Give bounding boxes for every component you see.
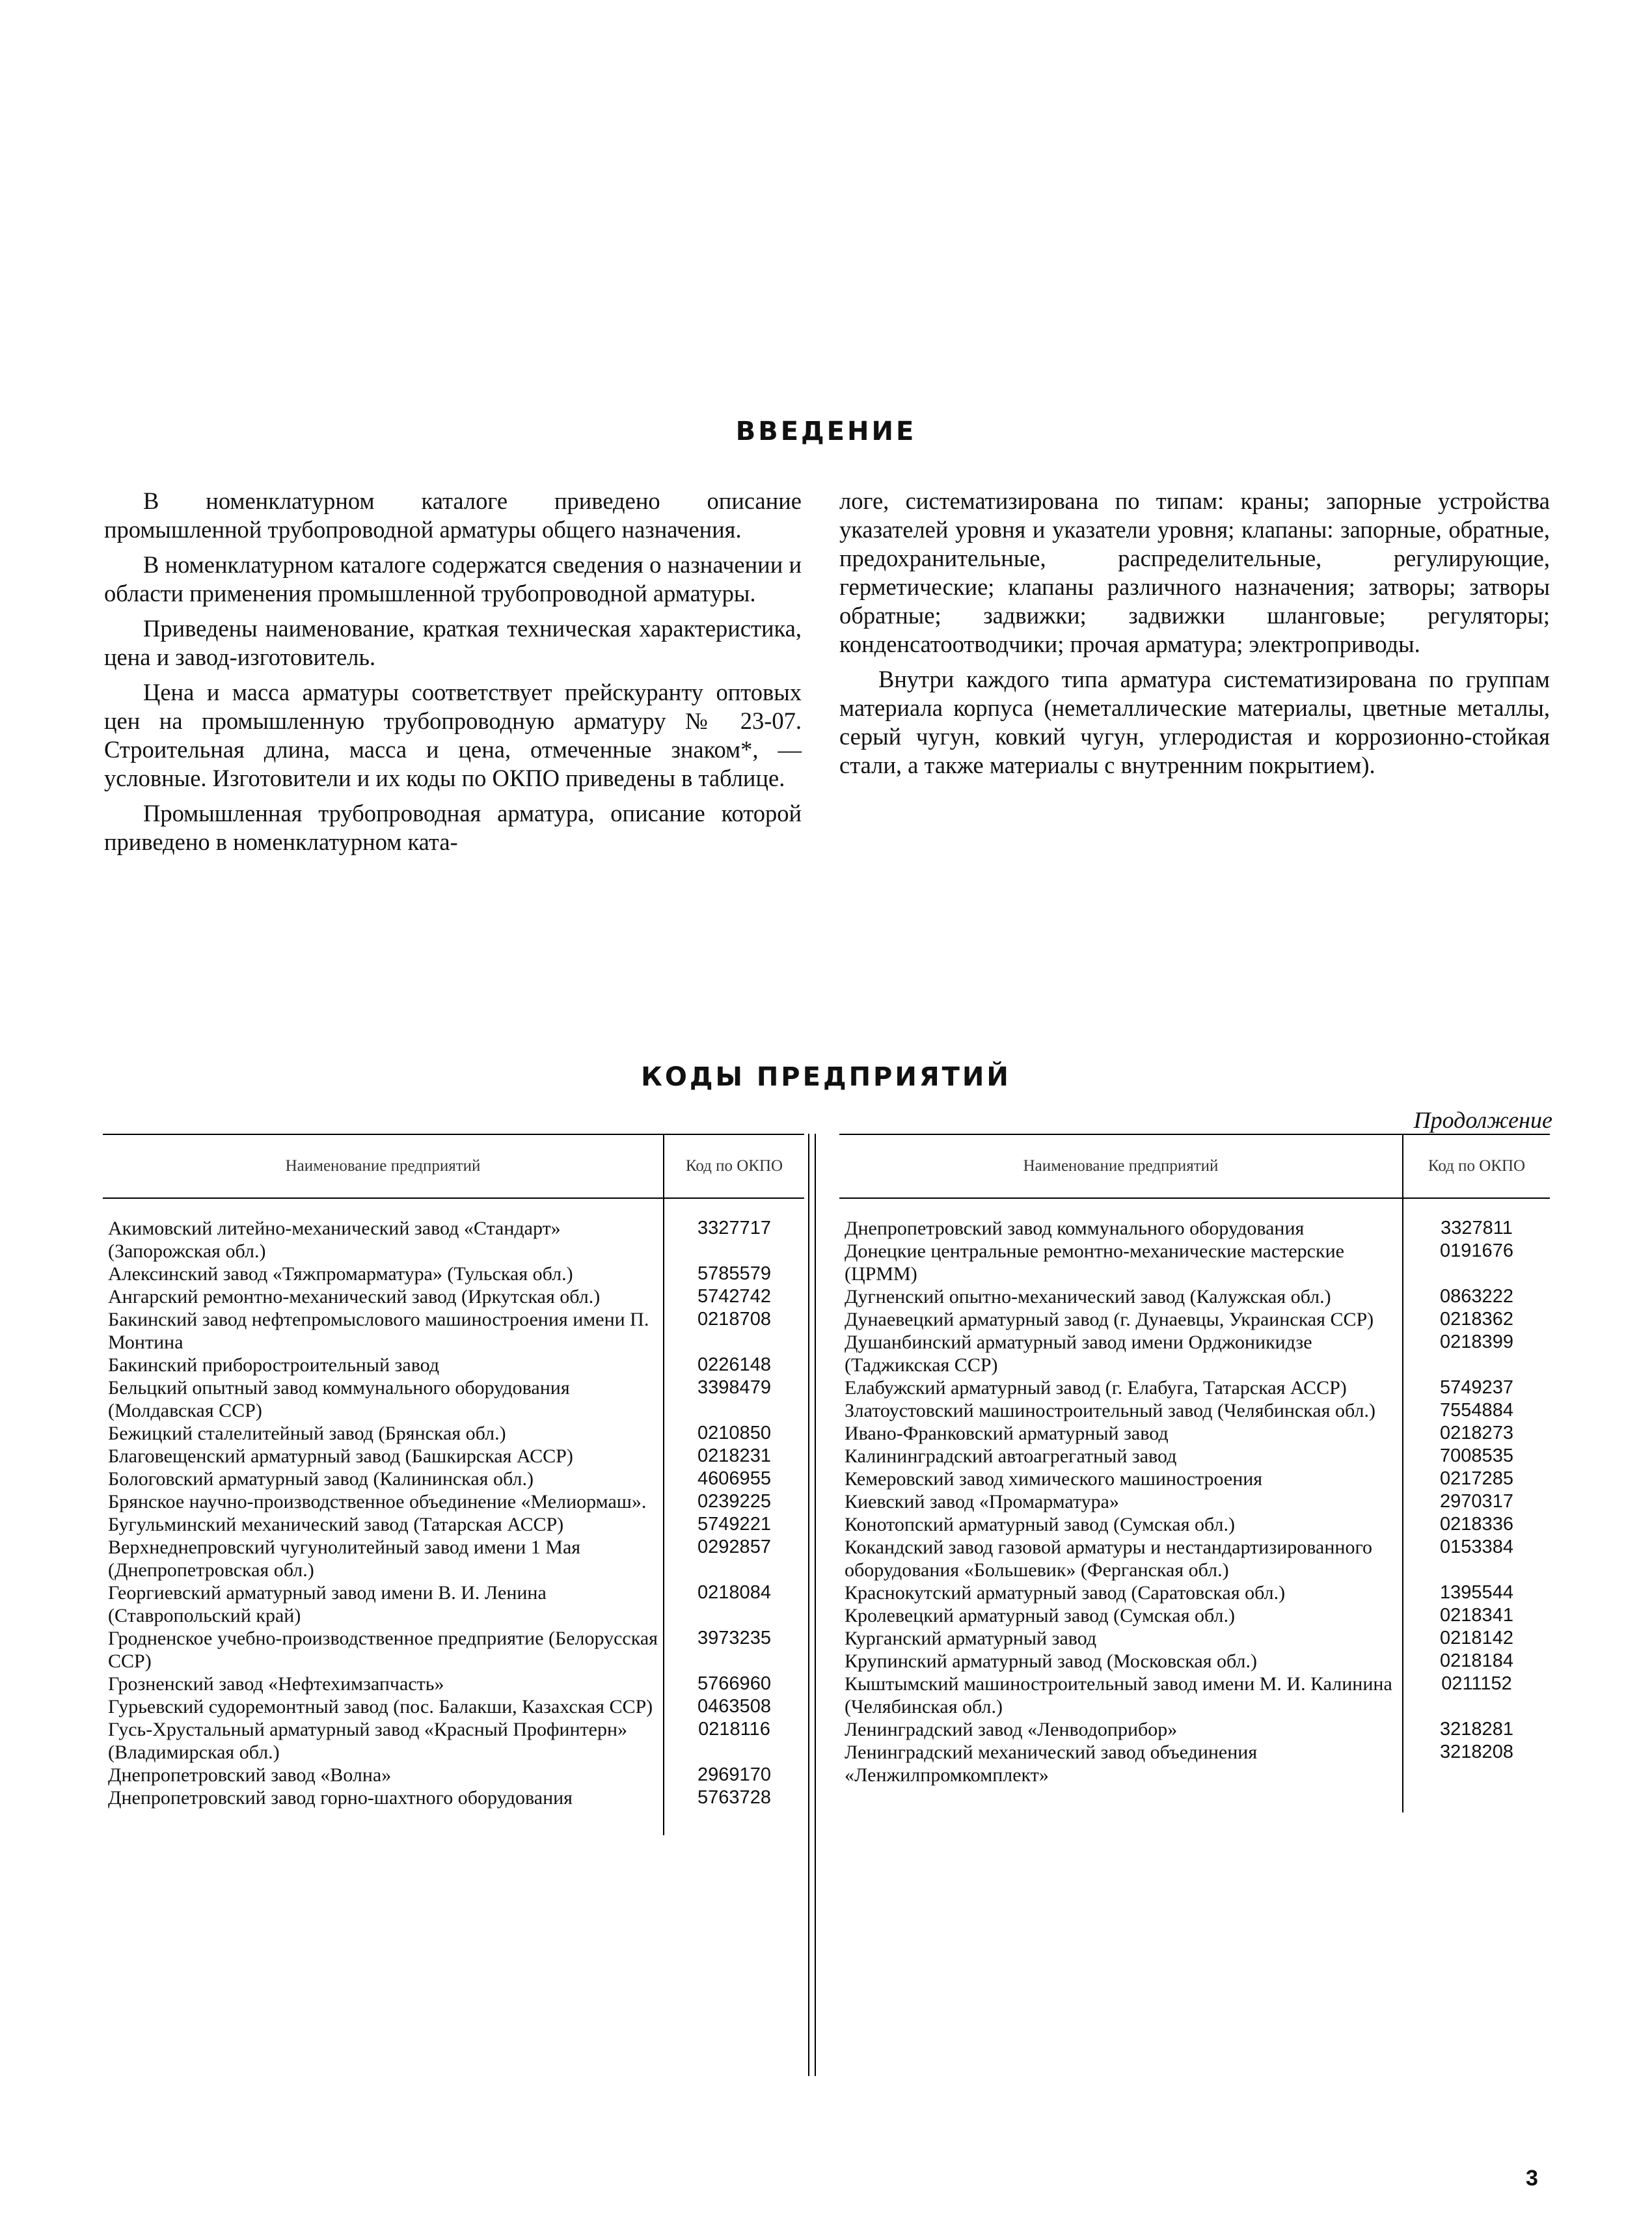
intro-paragraph: Цена и масса арматуры соответствует прейскуранту оптовых цен на промышленную трубопроводную арматуру № 23-07. Строительная длина, масса и цена, отмеченные знаком*, — условные. Изготовители и их коды по ОКПО приведены в таблице. bbox=[104, 679, 802, 791]
page-number: 3 bbox=[1526, 2166, 1538, 2191]
table-row bbox=[103, 1445, 804, 1468]
enterprise-name: Златоустовский машиностроительный завод (Челябинская обл.) bbox=[845, 1400, 1375, 1421]
enterprise-name: Крупинский арматурный завод (Московская обл.) bbox=[845, 1650, 1258, 1672]
table-row bbox=[839, 1718, 1550, 1741]
okpo-code: 5766960 bbox=[664, 1673, 804, 1695]
intro-paragraph: Промышленная трубопроводная арматура, описание которой приведено в номенклатурном ката- bbox=[104, 800, 802, 855]
intro-paragraph: логе, систематизирована по типам: краны; запорные устройства указателей уровня и указатели уровня; клапаны: запорные, обратные, предохранительные, распределительные, регулирующие, герметические; клапаны различного назначения; затворы; затворы обратные; задвижки; задвижки шланговые; регуляторы; конденсатоотводчики; прочая арматура; электроприводы. bbox=[839, 487, 1550, 657]
okpo-code: 0239225 bbox=[664, 1490, 804, 1513]
okpo-code: 0218399 bbox=[1403, 1331, 1550, 1376]
enterprise-name: Конотопский арматурный завод (Сумская обл.) bbox=[845, 1514, 1235, 1535]
enterprise-name: Верхнеднепровский чугунолитейный завод имени 1 Мая (Днепропетровская обл.) bbox=[108, 1537, 581, 1581]
table-spacer bbox=[103, 1198, 804, 1217]
table-row bbox=[103, 1263, 804, 1285]
enterprise-name: Бологовский арматурный завод (Калининская обл.) bbox=[108, 1468, 534, 1490]
okpo-code: 0292857 bbox=[664, 1536, 804, 1581]
header-code: Код по ОКПО bbox=[1403, 1134, 1550, 1198]
enterprise-name: Благовещенский арматурный завод (Башкирская АССР) bbox=[108, 1445, 573, 1467]
okpo-code: 5742742 bbox=[664, 1285, 804, 1308]
okpo-code: 3398479 bbox=[664, 1376, 804, 1422]
table-row bbox=[103, 1376, 804, 1422]
enterprise-name: Бугульминский механический завод (Татарская АССР) bbox=[108, 1514, 564, 1535]
enterprise-name: Днепропетровский завод коммунального оборудования bbox=[845, 1218, 1305, 1239]
table-row bbox=[839, 1422, 1550, 1445]
table-end bbox=[839, 1786, 1550, 1812]
intro-paragraph: Внутри каждого типа арматура систематизирована по группам материала корпуса (неметаллические материалы, цветные металлы, серый чугун, ковкий чугун, углеродистая и коррозионно-стойкая стали, а также материалы с внутренним покрытием). bbox=[839, 666, 1550, 778]
table-row bbox=[839, 1604, 1550, 1627]
enterprise-name: Киевский завод «Промарматура» bbox=[845, 1491, 1119, 1512]
enterprise-name: Ангарский ремонтно-механический завод (Иркутская обл.) bbox=[108, 1286, 601, 1307]
enterprise-name: Грозненский завод «Нефтехимзапчасть» bbox=[108, 1673, 444, 1695]
enterprise-name: Днепропетровский завод «Волна» bbox=[108, 1764, 392, 1786]
intro-paragraph: В номенклатурном каталоге приведено описание промышленной трубопроводной арматуры общего назначения. bbox=[104, 487, 802, 543]
table-header-row bbox=[103, 1134, 804, 1198]
enterprise-name: Ленинградский механический завод объединения «Ленжилпромкомплект» bbox=[845, 1742, 1258, 1786]
enterprise-name: Гурьевский судоремонтный завод (пос. Балакши, Казахская ССР) bbox=[108, 1696, 653, 1717]
enterprise-name: Курганский арматурный завод bbox=[845, 1628, 1097, 1649]
enterprise-name: Краснокутский арматурный завод (Саратовская обл.) bbox=[845, 1582, 1286, 1604]
okpo-code: 3327811 bbox=[1403, 1217, 1550, 1240]
okpo-code: 5749237 bbox=[1403, 1376, 1550, 1399]
okpo-code: 0191676 bbox=[1403, 1240, 1550, 1285]
okpo-code: 2969170 bbox=[664, 1764, 804, 1786]
enterprise-name: Георгиевский арматурный завод имени В. И. Ленина (Ставропольский край) bbox=[108, 1582, 547, 1626]
okpo-code: 7008535 bbox=[1403, 1445, 1550, 1468]
table-row bbox=[103, 1581, 804, 1627]
continuation-label: Продолжение bbox=[1413, 1107, 1552, 1133]
column-divider bbox=[815, 1134, 816, 2076]
table-row bbox=[103, 1786, 804, 1809]
end-cell bbox=[1403, 1786, 1550, 1812]
okpo-code: 4606955 bbox=[664, 1468, 804, 1490]
table-row bbox=[839, 1673, 1550, 1718]
enterprise-name: Донецкие центральные ремонтно-механические мастерские (ЦРММ) bbox=[845, 1240, 1344, 1285]
enterprise-name: Ивано-Франковский арматурный завод bbox=[845, 1423, 1169, 1444]
enterprise-name: Ленинградский завод «Ленводоприбор» bbox=[845, 1719, 1178, 1740]
okpo-code: 0218336 bbox=[1403, 1513, 1550, 1536]
table-row bbox=[839, 1331, 1550, 1376]
okpo-code: 3218281 bbox=[1403, 1718, 1550, 1741]
table-row bbox=[103, 1285, 804, 1308]
okpo-code: 0218084 bbox=[664, 1581, 804, 1627]
enterprise-name: Калининградский автоагрегатный завод bbox=[845, 1445, 1177, 1467]
header-code: Код по ОКПО bbox=[664, 1134, 804, 1198]
okpo-code: 0863222 bbox=[1403, 1285, 1550, 1308]
table-row bbox=[839, 1581, 1550, 1604]
okpo-code: 0217285 bbox=[1403, 1468, 1550, 1490]
okpo-code: 0463508 bbox=[664, 1695, 804, 1718]
okpo-code: 0218273 bbox=[1403, 1422, 1550, 1445]
okpo-code: 0218116 bbox=[664, 1718, 804, 1764]
end-cell bbox=[103, 1809, 664, 1835]
codes-title: КОДЫ ПРЕДПРИЯТИЙ bbox=[641, 1062, 1011, 1092]
spacer-cell bbox=[1403, 1198, 1550, 1217]
table-row bbox=[839, 1741, 1550, 1786]
enterprise-name: Гусь-Хрустальный арматурный завод «Красный Профинтерн» (Владимирская обл.) bbox=[108, 1719, 628, 1763]
enterprise-name: Кролевецкий арматурный завод (Сумская обл.) bbox=[845, 1605, 1235, 1626]
okpo-code: 0218708 bbox=[664, 1308, 804, 1354]
enterprise-name: Бежицкий сталелитейный завод (Брянская обл.) bbox=[108, 1423, 506, 1444]
okpo-code: 3973235 bbox=[664, 1627, 804, 1673]
okpo-code: 3327717 bbox=[664, 1217, 804, 1263]
okpo-code: 0153384 bbox=[1403, 1536, 1550, 1581]
enterprise-name: Кыштымский машиностроительный завод имени М. И. Калинина (Челябинская обл.) bbox=[845, 1673, 1392, 1717]
table-row bbox=[103, 1718, 804, 1764]
codes-table-right-body bbox=[839, 1198, 1550, 1812]
enterprise-name: Кемеровский завод химического машиностроения bbox=[845, 1468, 1263, 1490]
table-row bbox=[103, 1354, 804, 1376]
okpo-code: 3218208 bbox=[1403, 1741, 1550, 1786]
enterprise-name: Дугненский опытно-механический завод (Калужская обл.) bbox=[845, 1286, 1331, 1307]
table-row bbox=[103, 1422, 804, 1445]
table-row bbox=[839, 1285, 1550, 1308]
enterprise-name: Алексинский завод «Тяжпромарматура» (Тульская обл.) bbox=[108, 1263, 573, 1285]
okpo-code: 0218184 bbox=[1403, 1650, 1550, 1673]
enterprise-name: Днепропетровский завод горно-шахтного оборудования bbox=[108, 1787, 573, 1809]
table-row bbox=[103, 1764, 804, 1786]
table-row bbox=[103, 1468, 804, 1490]
table-row bbox=[103, 1536, 804, 1581]
okpo-code: 0210850 bbox=[664, 1422, 804, 1445]
table-row bbox=[103, 1513, 804, 1536]
enterprise-name: Бакинский приборостроительный завод bbox=[108, 1354, 440, 1376]
enterprise-name: Акимовский литейно-механический завод «Стандарт» (Запорожская обл.) bbox=[108, 1218, 561, 1262]
codes-table-right bbox=[839, 1134, 1550, 1812]
table-row bbox=[839, 1240, 1550, 1285]
table-row bbox=[103, 1490, 804, 1513]
enterprise-name: Елабужский арматурный завод (г. Елабуга, Татарская АССР) bbox=[845, 1377, 1347, 1399]
table-row bbox=[839, 1513, 1550, 1536]
intro-paragraph: Приведены наименование, краткая техническая характеристика, цена и завод-изготовитель. bbox=[104, 615, 802, 670]
table-row bbox=[839, 1399, 1550, 1422]
table-row bbox=[103, 1673, 804, 1695]
enterprise-name: Гродненское учебно-производственное предприятие (Белорусская ССР) bbox=[108, 1628, 658, 1672]
enterprise-name: Бакинский завод нефтепромыслового машиностроения имени П. Монтина bbox=[108, 1309, 649, 1353]
spacer-cell bbox=[664, 1198, 804, 1217]
table-row bbox=[839, 1445, 1550, 1468]
enterprise-name: Душанбинский арматурный завод имени Орджоникидзе (Таджикская ССР) bbox=[845, 1332, 1312, 1376]
enterprise-name: Дунаевецкий арматурный завод (г. Дунаевцы, Украинская ССР) bbox=[845, 1309, 1374, 1330]
intro-paragraph: В номенклатурном каталоге содержатся сведения о назначении и области применения промышленной трубопроводной арматуры. bbox=[104, 551, 802, 607]
table-row bbox=[839, 1536, 1550, 1581]
table-row bbox=[839, 1308, 1550, 1331]
end-cell bbox=[664, 1809, 804, 1835]
intro-title: ВВЕДЕНИЕ bbox=[735, 417, 917, 446]
enterprise-name: Бельцкий опытный завод коммунального оборудования (Молдавская ССР) bbox=[108, 1377, 570, 1421]
table-row bbox=[103, 1217, 804, 1263]
table-row bbox=[839, 1650, 1550, 1673]
table-header-row bbox=[839, 1134, 1550, 1198]
okpo-code: 2970317 bbox=[1403, 1490, 1550, 1513]
table-spacer bbox=[839, 1198, 1550, 1217]
okpo-code: 7554884 bbox=[1403, 1399, 1550, 1422]
header-name: Наименование предприятий bbox=[839, 1134, 1403, 1198]
intro-right-column bbox=[839, 487, 1550, 786]
column-divider bbox=[808, 1134, 809, 2076]
intro-left-column bbox=[104, 487, 802, 863]
enterprise-name: Брянское научно-производственное объединение «Мелиормаш». bbox=[108, 1491, 647, 1512]
table-row bbox=[839, 1468, 1550, 1490]
enterprise-name: Кокандский завод газовой арматуры и нестандартизированного оборудования «Большевик» (Ферганская обл.) bbox=[845, 1537, 1372, 1581]
table-end bbox=[103, 1809, 804, 1835]
header-name: Наименование предприятий bbox=[103, 1134, 664, 1198]
okpo-code: 1395544 bbox=[1403, 1581, 1550, 1604]
okpo-code: 5763728 bbox=[664, 1786, 804, 1809]
table-row bbox=[103, 1627, 804, 1673]
okpo-code: 0226148 bbox=[664, 1354, 804, 1376]
table-row bbox=[103, 1308, 804, 1354]
okpo-code: 0211152 bbox=[1403, 1673, 1550, 1718]
okpo-code: 0218341 bbox=[1403, 1604, 1550, 1627]
okpo-code: 0218142 bbox=[1403, 1627, 1550, 1650]
spacer-cell bbox=[103, 1198, 664, 1217]
codes-table-left-body bbox=[103, 1198, 804, 1835]
okpo-code: 0218231 bbox=[664, 1445, 804, 1468]
table-row bbox=[839, 1490, 1550, 1513]
table-row bbox=[839, 1376, 1550, 1399]
table-row bbox=[839, 1217, 1550, 1240]
codes-table-left bbox=[103, 1134, 804, 1835]
spacer-cell bbox=[839, 1198, 1403, 1217]
okpo-code: 5785579 bbox=[664, 1263, 804, 1285]
okpo-code: 0218362 bbox=[1403, 1308, 1550, 1331]
table-row bbox=[839, 1627, 1550, 1650]
okpo-code: 5749221 bbox=[664, 1513, 804, 1536]
end-cell bbox=[839, 1786, 1403, 1812]
table-row bbox=[103, 1695, 804, 1718]
